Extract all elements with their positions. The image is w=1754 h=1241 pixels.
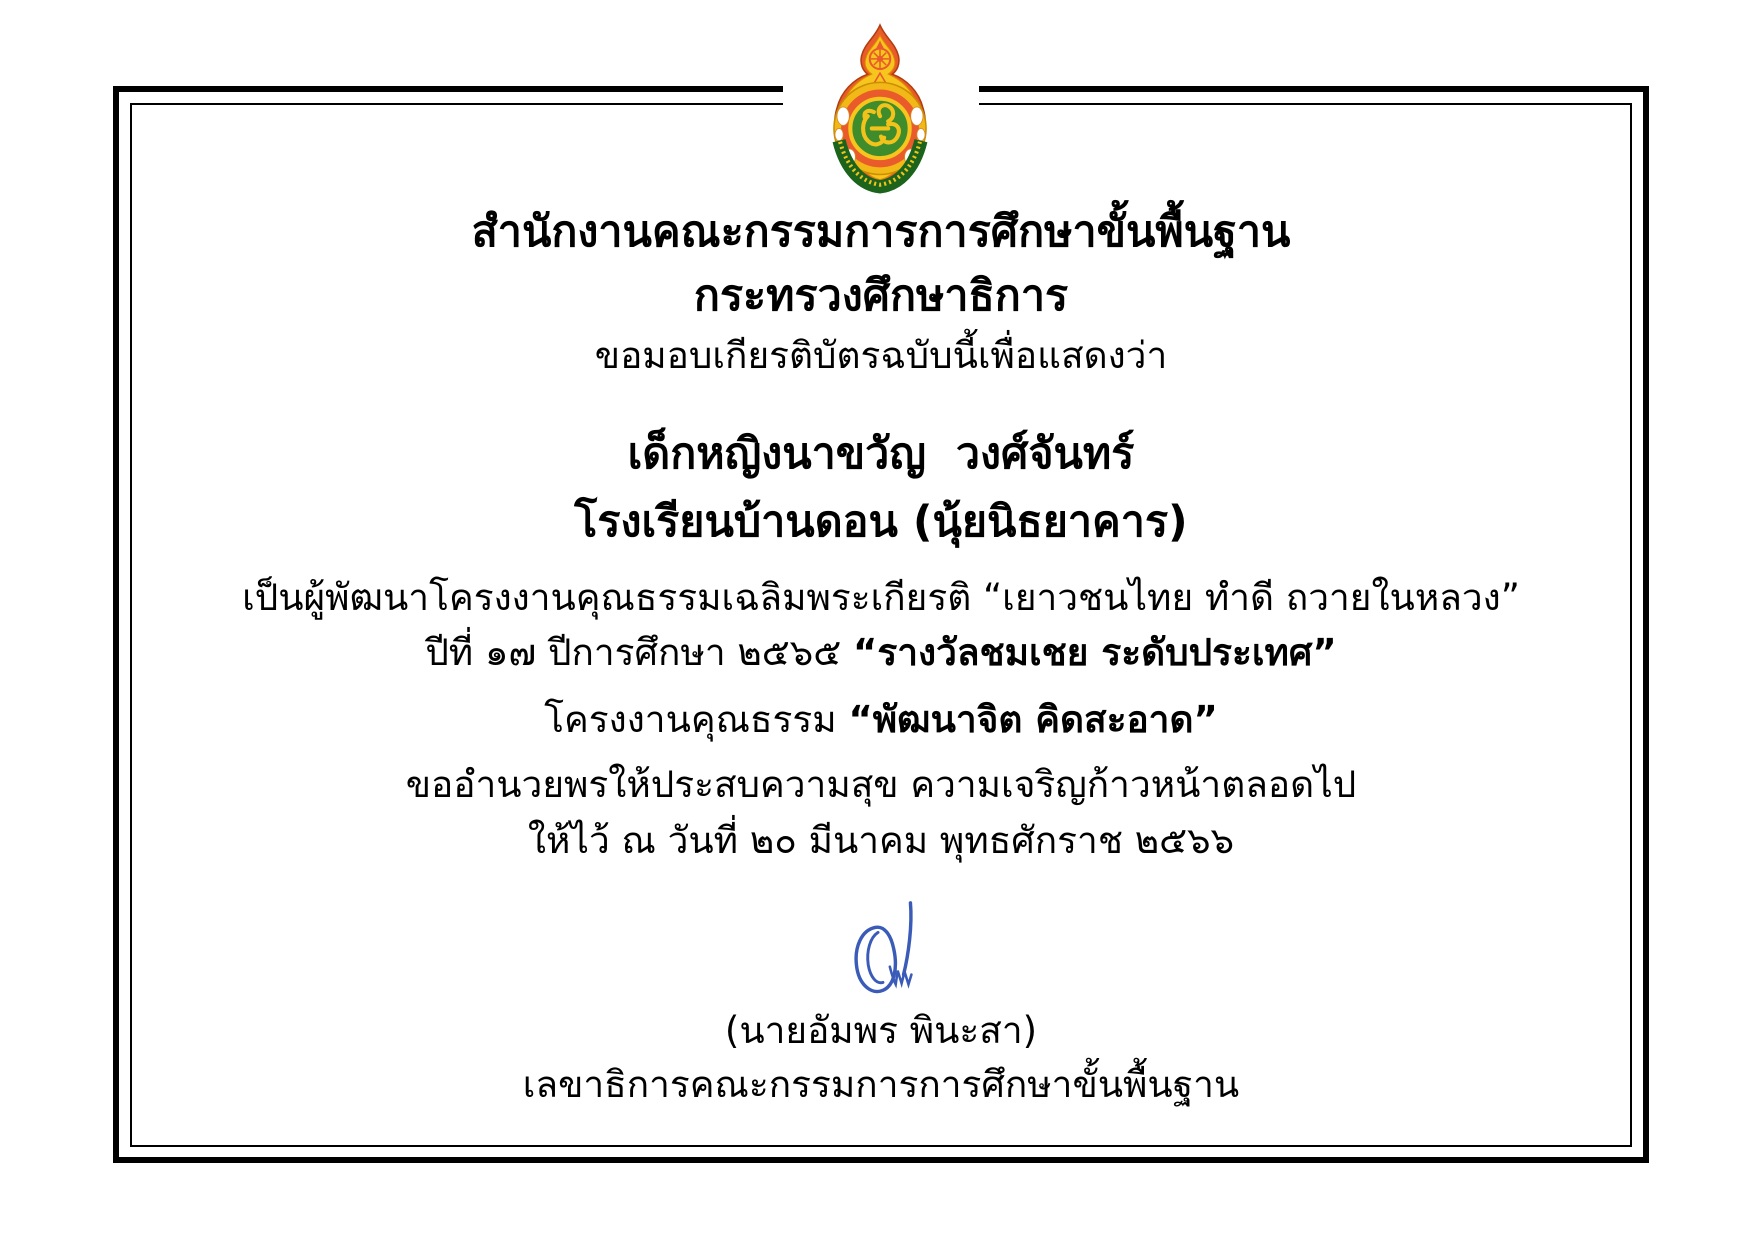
award-line-3 bbox=[113, 697, 1649, 743]
award-line-2 bbox=[113, 630, 1649, 676]
award-line-1: เป็นผู้พัฒนาโครงงานคุณธรรมเฉลิมพระเกียรติ “เยาวชนไทย ทำดี ถวายในหลวง” bbox=[242, 576, 1520, 619]
signer-title: เลขาธิการคณะกรรมการการศึกษาขั้นพื้นฐาน bbox=[522, 1063, 1240, 1106]
intro-line: ขอมอบเกียรติบัตรฉบับนี้เพื่อแสดงว่า bbox=[594, 334, 1168, 377]
signature-icon bbox=[830, 898, 930, 1006]
award-line-2-regular: ปีที่ ๑๗ ปีการศึกษา ๒๕๖๕ bbox=[425, 631, 854, 674]
award-line-3-bold: “พัฒนาจิต คิดสะอาด” bbox=[848, 698, 1218, 741]
recipient-name: เด็กหญิงนาขวัญ วงศ์จันทร์ bbox=[627, 429, 1135, 479]
blessing-line: ขออำนวยพรให้ประสบความสุข ความเจริญก้าวหน้าตลอดไป bbox=[405, 763, 1357, 806]
signer-name: (นายอัมพร พินะสา) bbox=[724, 1009, 1038, 1052]
ministry-line: กระทรวงศึกษาธิการ bbox=[693, 271, 1069, 321]
obec-seal-icon bbox=[816, 22, 944, 196]
award-line-3-regular: โครงงานคุณธรรม bbox=[544, 698, 849, 741]
org-name-line: สำนักงานคณะกรรมการการศึกษาขั้นพื้นฐาน bbox=[471, 207, 1291, 257]
award-line-2-bold: “รางวัลชมเชย ระดับประเทศ” bbox=[853, 631, 1337, 674]
school-name: โรงเรียนบ้านดอน (นุ้ยนิธยาคาร) bbox=[574, 497, 1188, 547]
date-line: ให้ไว้ ณ วันที่ ๒๐ มีนาคม พุทธศักราช ๒๕๖๖ bbox=[527, 819, 1235, 862]
